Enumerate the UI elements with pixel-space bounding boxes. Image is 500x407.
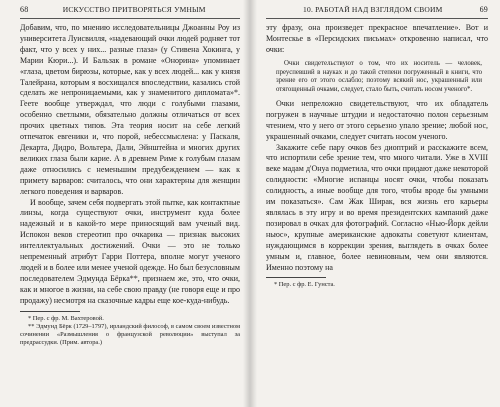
paragraph: Закажите себе пару очков без диоптрий и расскажите всем, что испортили себе зрение тем, что много читали. Уже в XVIII веке мадам д'Онуа подметила, что очки придают даже некоторой солидности: «Многие испанцы носят очки, чтобы показать солидность, а иные вообще для того, чтобы вроде бы умными им показаться». Сам Жак Ширак, вся жизнь его карьеры являлась в эту игру и во время президентских кампаний даже позировал в очках для фотографий. Согласно «Нью-Йорк дейли ньюс», крупные американские адвокаты советуют клиентам, нуждающимся в коррекции зрения, выглядеть в очках более умным и, главное, более невиновным, чем они являются. Именно поэтому на [266, 142, 488, 272]
right-running-title: 10. РАБОТАЙ НАД ВЗГЛЯДОМ СВОИМ [303, 5, 443, 14]
right-page [250, 0, 500, 407]
footnote: * Пер. с фр. М. Вахтеровой. [28, 314, 104, 322]
paragraph: Добавим, что, по мнению исследовательницы Джоанны Роу из университета Луисвилля, «надевающий очки людей родняет тот факт, что у всех у них... разные глаза» (у Стивена Хокинга, у Марии Кюри...). И Бальзак в романе «Онорина» упоминает «глаза, цветом бирюзы, которые, как у всех людей... как у князя Талейрана, которым я восхищался впоследствии, казались стой сделать же непроницаемыми, как у знаменитого дипломата»*. Геете вообще утверждал, что люди с голубыми глазами, особенно светлыми, обязательно должны отличаться от всех прочих цветных типов. Эта теория носит на себе легкий отпечаток евгеники и, что порой, небессмыслена: у Паскаля, Декарта, Дидро, Вольтера, Дали, Эйнштейна и многих других великих глаза были карие. А в древнем Риме к голубым глазам даже относились с неменьшим предубеждением — как к примету варваров: считалось, что они характерны для женщин легкого поведения и варваров. [20, 23, 240, 196]
footnote: * Пер. с фр. Е. Гунста. [274, 281, 335, 289]
left-footnotes [20, 315, 240, 348]
footnote: ** Эдмунд Бёрк (1729–1797), ирландский философ, в самом своем известном сочинении «Размышления о французской революции» выступал за предрассудки. (Прим. автора.) [20, 322, 240, 347]
left-running-title: ИСКУССТВО ПРИТВОРЯТЬСЯ УМНЫМ [62, 5, 206, 14]
right-page-number: 69 [479, 5, 488, 14]
paragraph: эту фразу, она произведет прекрасное впечатление». Вот и Монтескье в «Персидских письмах» откровенно написал, что очки: [266, 23, 488, 54]
right-body-text-continued [266, 99, 488, 274]
left-body-text [20, 23, 240, 307]
footnote-rule [266, 277, 326, 278]
right-footnotes [266, 281, 488, 289]
paragraph: И вообще, зачем себя подвергать этой пытке, как контактные линзы, когда существуют очки, инструмент куда более надежный и в какой-то мере приносящий вам ученый вид. Испокон веков стереотип про очкарика — признак высоких интеллектуальных достижений. Очки — это не только непременный атрибут Гарри Поттера, вполне могут ученого людей и в более или менее ученой одежде. Но был безусловным последователем Эдмунда Бёрка**, признаем же, это, что очки, как и многое в жизни, на себе свою правду (не говоря еще и про продажу) несмотря на сказочные кадры еще кое-куда-нибудь. [20, 197, 240, 305]
left-running-head [20, 5, 240, 19]
right-running-head [266, 5, 488, 19]
right-body-text [266, 23, 488, 56]
left-page-number: 68 [20, 5, 29, 14]
block-quote: Очки свидетельствуют о том, что их носитель — человек, преуспевший в науках и до такой степени погруженный в книги, что зрение его от этого ослабло; поэтому всякий нос, украшенный или отягощенный очками, следует, стало быть, считать носом ученого*. [276, 59, 482, 94]
footnote-rule [20, 311, 80, 312]
paragraph: Очки непреложно свидетельствуют, что их обладатель погружен в научные штудии и недостаточно полон серьезным чтением, что у него от этого серьезно упало зрение; любой нос, украшенный очками, следует считать носом ученого. [266, 98, 488, 141]
